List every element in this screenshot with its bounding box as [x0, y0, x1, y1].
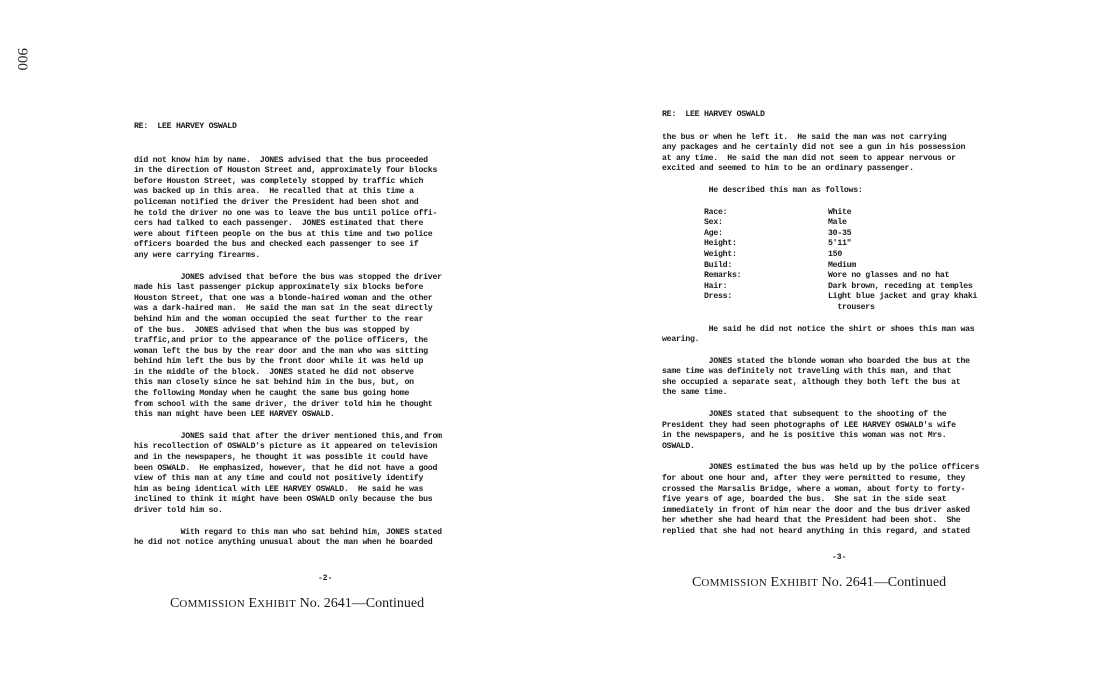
page-number: 900 [14, 48, 30, 71]
right-page-body [662, 110, 1042, 549]
description-row: Height: 5'11" [704, 239, 852, 249]
left-paragraph-4: With regard to this man who sat behind him, JONES stated he did not notice anything unusual about the man when he boarded [134, 527, 442, 548]
left-paragraph-3: JONES said that after the driver mentioned this,and from his recollection of OSWALD's picture as it appeared on television and in the newspapers, he thought it was possible it could have been OSWALD. He emphasized, however, that he did not have a good view of this man at any time and could not positively identify him as being identical with LEE HARVEY OSWALD. He said he was inclined to think it might have been OSWALD only because the bus driver told him so. [134, 431, 442, 515]
description-row: Sex: Male [704, 218, 847, 228]
left-paragraph-1: did not know him by name. JONES advised that the bus proceeded in the direction of Houston Street and, approximately four blocks before Houston Street, was completely stopped by traffic which was backed up in this area. He recalled that at this time a policeman notified the driver the President had been shot and he told the driver no one was to leave the bus until police offi- cers had talked to each passenger. JONES estimated that there were about fifteen people on the bus at this time and two police officers boarded the bus and checked each passenger to see if any were carrying firearms. [134, 155, 438, 260]
right-paragraph-6: JONES estimated the bus was held up by the police officers for about one hour and, after they were permitted to resume, they crossed the Marsalis Bridge, where a woman, about forty to forty- five years of age, boarded the bus. She sat in the side seat immediately in front of him near the door and the bus driver asked her whether she had heard that the President had been shot. She replied that she had not heard anything in this regard, and stated [662, 463, 980, 536]
right-exhibit-caption: COMMISSION EXHIBIT No. 2641—Continued [692, 575, 947, 590]
description-row: Remarks: Wore no glasses and no hat [704, 271, 950, 281]
left-page-body [134, 122, 514, 560]
left-re-label: RE: [134, 122, 148, 131]
left-paragraph-2: JONES advised that before the bus was stopped the driver made his last passenger pickup approximately six blocks before Houston Street, that one was a blonde-haired woman and the other was a dark-haired man. He said the man sat in the seat directly behind him and the woman occupied the seat further to the rear of the bus. JONES advised that when the bus was stopped by traffic,and prior to the appearance of the police officers, the woman left the bus by the rear door and the man who was sitting behind him left the bus by the front door while it was held up in the middle of the block. JONES stated he did not observe this man closely since he sat behind him in the bus, but, on the following Monday when he caught the same bus going home from school with the same driver, the driver told him he thought this man might have been LEE HARVEY OSWALD. [134, 272, 442, 420]
description-row: Hair: Dark brown, receding at temples [704, 281, 973, 291]
right-folio: -3- [832, 553, 847, 562]
right-paragraph-4: JONES stated the blonde woman who boarded the bus at the same time was definitely not traveling with this man, and that she occupied a separate seat, although they both left the bus at the same time. [662, 356, 970, 398]
left-exhibit-caption: COMMISSION EXHIBIT No. 2641—Continued [170, 596, 425, 611]
right-paragraph-1: the bus or when he left it. He said the man was not carrying any packages and he certainly did not see a gun in his possession at any time. He said the man did not seem to appear nervous or excited and seemed to him to be an ordinary passenger. [662, 132, 966, 174]
description-list [704, 208, 1042, 314]
left-folio: -2- [318, 574, 333, 583]
description-row: Weight: 150 [704, 249, 842, 259]
right-paragraph-5: JONES stated that subsequent to the shooting of the President they had seen photographs of LEE HARVEY OSWALD's wife in the newspapers, and he is positive this woman was not Mrs. OSWALD. [662, 410, 956, 451]
left-re-subject: LEE HARVEY OSWALD [157, 122, 237, 131]
description-row: Age: 30-35 [704, 228, 852, 238]
description-row: Dress: Light blue jacket and gray khaki trousers [704, 292, 978, 312]
right-paragraph-3: He said he did not notice the shirt or shoes this man was wearing. [662, 324, 975, 345]
description-row: Build: Medium [704, 260, 856, 270]
right-re-subject: LEE HARVEY OSWALD [685, 110, 765, 119]
right-re-line [662, 110, 1042, 121]
right-re-label: RE: [662, 110, 676, 119]
description-row: Race: White [704, 207, 852, 217]
left-re-line [134, 122, 514, 133]
right-paragraph-2: He described this man as follows: [662, 185, 863, 195]
